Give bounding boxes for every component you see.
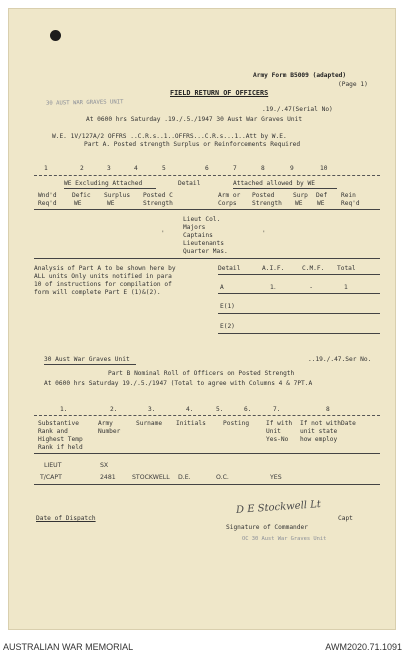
col-num: 3 (107, 165, 111, 172)
oc-stamp: OC 30 Aust War Graves Unit (242, 536, 327, 542)
header-strength: Strength (143, 200, 173, 207)
rule (218, 333, 380, 334)
rank-label: Quarter Mas. (183, 248, 228, 255)
rule (34, 175, 380, 176)
header-if-not: If not withDate (300, 420, 356, 427)
col-num: 2. (110, 406, 118, 413)
rank-label: Lieut Col. (183, 216, 221, 223)
header-if-with: If with (266, 420, 293, 427)
header-we: WE (295, 200, 303, 207)
header-if-with: Yes-No (266, 436, 289, 443)
col-num: 6 (205, 165, 209, 172)
header-if-not: unit state (300, 428, 338, 435)
entry-mark: ' (162, 230, 164, 237)
date-of-dispatch: Date of Dispatch (36, 515, 96, 522)
analysis-total-value: 1 (344, 284, 348, 291)
col-num: 6. (244, 406, 252, 413)
header-surp: Surp (293, 192, 308, 199)
col-num: 7 (233, 165, 237, 172)
analysis-header-total: Total (337, 265, 356, 272)
page-number: (Page 1) (338, 81, 368, 88)
header-corps: Corps (218, 200, 237, 207)
col-num: 3. (148, 406, 156, 413)
header-substantive: Rank if held (38, 444, 83, 451)
analysis-row-label: E(2) (220, 323, 235, 330)
header-substantive: Highest Temp (38, 436, 83, 443)
rule (233, 188, 337, 189)
header-initials: Initials (176, 420, 206, 427)
rank-label: Lieutenants (183, 240, 224, 247)
entry-posting: O.C. (216, 474, 229, 481)
part-b-ser-no: ..19./.47.Ser No. (308, 356, 372, 363)
rule (34, 484, 380, 485)
analysis-text: ALL units Only units notified in para (34, 273, 172, 280)
analysis-row-label: A (220, 284, 224, 291)
entry-mark: ' (263, 230, 265, 237)
header-army-number: Army (98, 420, 113, 427)
col-num: 1. (60, 406, 68, 413)
entry-temp-rank: T/CAPT (40, 474, 62, 481)
rule (44, 364, 136, 365)
rule (218, 313, 380, 314)
col-num: 10 (320, 165, 328, 172)
form-title: FIELD RETURN OF OFFICERS (170, 89, 269, 97)
header-we: WE (74, 200, 82, 207)
analysis-header-detail: Detail (218, 265, 241, 272)
col-num: 9 (290, 165, 294, 172)
col-num: 8 (261, 165, 265, 172)
col-num: 4. (186, 406, 194, 413)
signature-label: Signature of Commander (226, 524, 308, 531)
header-wnd: Wnd'd (38, 192, 57, 199)
part-b-unit: 30 Aust War Graves Unit (44, 356, 130, 363)
header-strength-att: Strength (252, 200, 282, 207)
part-a-heading: Part A. Posted strength Surplus or Reinforcements Required (84, 141, 301, 148)
header-posted: Posted C (143, 192, 173, 199)
header-posting: Posting (223, 420, 250, 427)
header-if-not: how employ (300, 436, 338, 443)
analysis-cmf-value: - (310, 284, 313, 291)
header-surname: Surname (136, 420, 163, 427)
analysis-text: form will complete Part E (1)&(2). (34, 289, 161, 296)
header-posted-att: Posted (252, 192, 275, 199)
punch-hole (50, 30, 61, 41)
analysis-text: Analysis of Part A to be shown here by (34, 265, 176, 272)
part-b-title: Part B Nominal Roll of Officers on Posted Strength (108, 370, 295, 377)
entry-army-number: 2481 (100, 474, 116, 481)
return-time-line: At 0600 hrs Saturday .19./.5./1947 30 Aust War Graves Unit (86, 116, 303, 123)
rule (34, 453, 380, 454)
rule (34, 258, 380, 259)
form-number: Army Form B5009 (adapted) (253, 72, 347, 79)
credit-bar (0, 638, 406, 653)
credit-institution: AUSTRALIAN WAR MEMORIAL (3, 642, 134, 652)
rule (34, 415, 380, 416)
credit-accession-number: AWM2020.71.1091 (325, 642, 402, 652)
form-paper (8, 8, 396, 630)
header-if-with: Unit (266, 428, 281, 435)
war-establishment-line: W.E. 1V/127A/2 OFFRS ..C.R.s..1..OFFRS...C.R.s...1..Att by W.E. (52, 133, 287, 140)
rule (34, 209, 380, 210)
serial-number: .19./.47(Serial No) (262, 106, 333, 113)
header-army-number: Number (98, 428, 121, 435)
col-num: 7. (273, 406, 281, 413)
analysis-text: 10 of instructions for compilation of (34, 281, 172, 288)
col-num: 8 (326, 406, 330, 413)
analysis-header-cmf: C.M.F. (302, 265, 325, 272)
header-substantive: Substantive (38, 420, 79, 427)
signature-rank: Capt (338, 515, 353, 522)
rule (218, 274, 380, 275)
col-num: 5 (162, 165, 166, 172)
header-defic: Defic (72, 192, 91, 199)
rule (64, 188, 156, 189)
header-reqd: Req'd (38, 200, 57, 207)
header-surplus: Surplus (104, 192, 131, 199)
rule (218, 293, 380, 294)
col-num: 2 (80, 165, 84, 172)
commander-signature: D E Stockwell Lt (235, 499, 322, 516)
col-num: 5. (216, 406, 224, 413)
header-reqd-att: Req'd (341, 200, 360, 207)
group-header-we-excluding: WE Excluding Attached (64, 180, 143, 187)
header-we: WE (107, 200, 115, 207)
entry-initials: D.E. (178, 474, 191, 481)
analysis-header-aif: A.I.F. (262, 265, 285, 272)
group-header-detail: Detail (178, 180, 201, 187)
header-rein: Rein (341, 192, 356, 199)
unit-stamp: 30 AUST WAR GRAVES UNIT (45, 99, 124, 107)
header-def: Def (316, 192, 328, 199)
entry-surname: STOCKWELL (132, 474, 170, 481)
col-num: 4 (134, 165, 138, 172)
col-num: 1 (44, 165, 48, 172)
rank-label: Majors (183, 224, 206, 231)
group-header-attached: Attached allowed by WE (233, 180, 315, 187)
analysis-aif-value: 1. (270, 284, 276, 291)
header-substantive: Rank and (38, 428, 68, 435)
rank-label: Captains (183, 232, 213, 239)
entry-rank: LIEUT (44, 462, 62, 469)
entry-army-prefix: SX (100, 462, 109, 469)
header-arm: Arm or (218, 192, 241, 199)
part-b-time-line: At 0600 hrs Saturday 19./.5./1947 (Total to agree with Columns 4 & 7PT.A (44, 380, 313, 387)
entry-yes-no: YES (270, 474, 282, 481)
analysis-row-label: E(1) (220, 303, 235, 310)
header-we: WE (317, 200, 325, 207)
